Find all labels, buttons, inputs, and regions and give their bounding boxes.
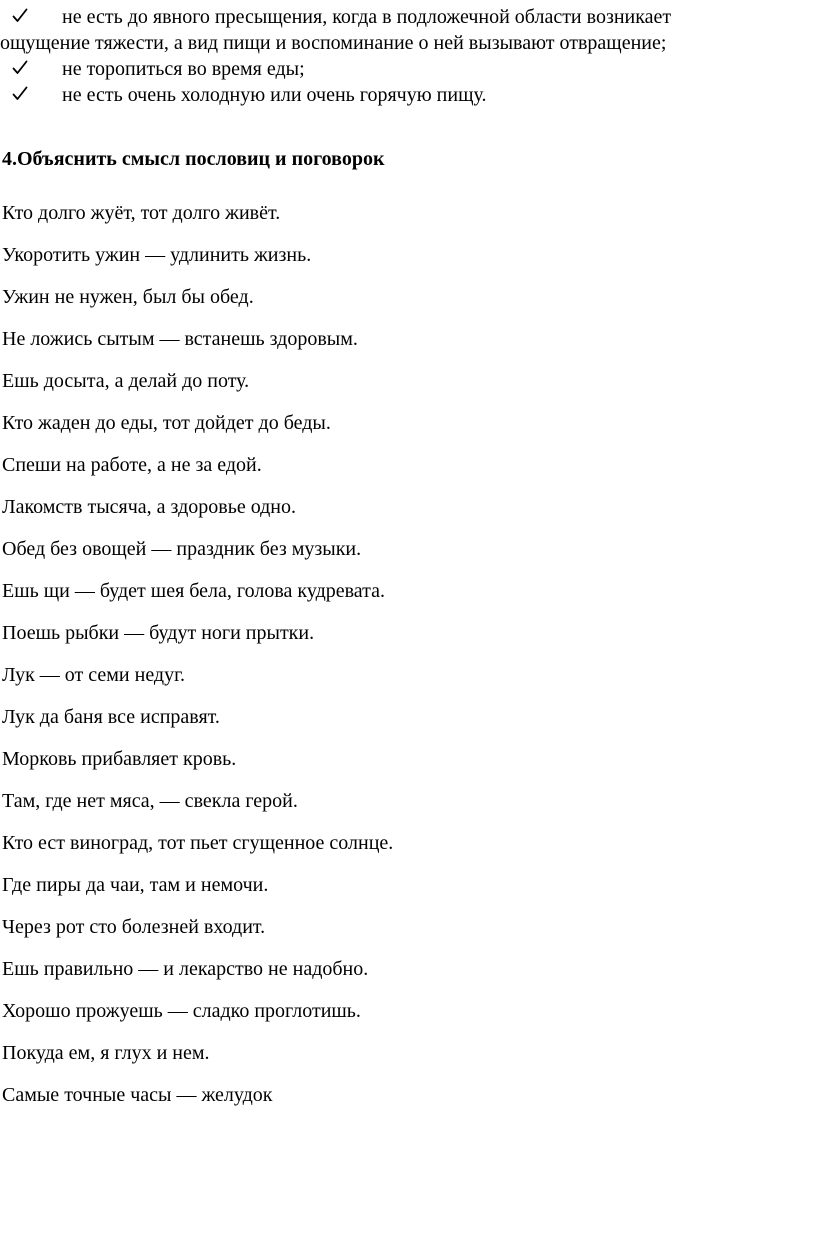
proverb-item: Спеши на работе, а не за едой. xyxy=(2,454,262,476)
proverb-item: Кто жаден до еды, тот дойдет до беды. xyxy=(2,412,331,434)
proverb-item: Там, где нет мяса, — свекла герой. xyxy=(2,790,298,812)
proverb-item: Ешь щи — будет шея бела, голова кудревата. xyxy=(2,580,386,602)
checkmark-icon xyxy=(0,4,62,30)
bullet-item xyxy=(0,4,816,56)
bullet-item xyxy=(0,56,816,82)
proverb-item: Хорошо прожуешь — сладко проглотишь. xyxy=(2,1000,361,1022)
bullet-text: не есть очень холодную или очень горячую пищу. xyxy=(62,84,487,106)
proverb-item: Морковь прибавляет кровь. xyxy=(2,748,237,770)
bullet-text: не торопиться во время еды; xyxy=(62,58,305,80)
proverb-item: Поешь рыбки — будут ноги прытки. xyxy=(2,622,315,644)
bullet-text: не есть до явного пресыщения, когда в подложечной области возникает xyxy=(62,6,672,28)
proverb-item: Не ложись сытым — встанешь здоровым. xyxy=(2,328,358,350)
proverb-item: Кто долго жуёт, тот долго живёт. xyxy=(2,202,281,224)
proverb-item: Лакомств тысяча, а здоровье одно. xyxy=(2,496,297,518)
checkmark-icon xyxy=(0,56,62,82)
proverb-item: Ужин не нужен, был бы обед. xyxy=(2,286,254,308)
proverb-item: Покуда ем, я глух и нем. xyxy=(2,1042,210,1064)
bullet-text-continuation: ощущение тяжести, а вид пищи и воспоминание о ней вызывают отвращение; xyxy=(0,32,667,54)
bullet-list xyxy=(0,4,816,108)
proverb-item: Лук — от семи недуг. xyxy=(2,664,186,686)
proverb-item: Где пиры да чаи, там и немочи. xyxy=(2,874,269,896)
proverb-item: Лук да баня все исправят. xyxy=(2,706,220,728)
proverb-item: Кто ест виноград, тот пьет сгущенное солнце. xyxy=(2,832,394,854)
proverb-item: Ешь досыта, а делай до поту. xyxy=(2,370,250,392)
proverb-item: Укоротить ужин — удлинить жизнь. xyxy=(2,244,312,266)
proverb-item: Ешь правильно — и лекарство не надобно. xyxy=(2,958,369,980)
proverb-item: Через рот сто болезней входит. xyxy=(2,916,266,938)
section-heading: 4.Объяснить смысл пословиц и поговорок xyxy=(2,148,385,170)
proverb-item: Самые точные часы — желудок xyxy=(2,1084,273,1106)
bullet-item xyxy=(0,82,816,108)
proverb-item: Обед без овощей — праздник без музыки. xyxy=(2,538,362,560)
proverb-list xyxy=(2,200,393,1124)
checkmark-icon xyxy=(0,82,62,108)
